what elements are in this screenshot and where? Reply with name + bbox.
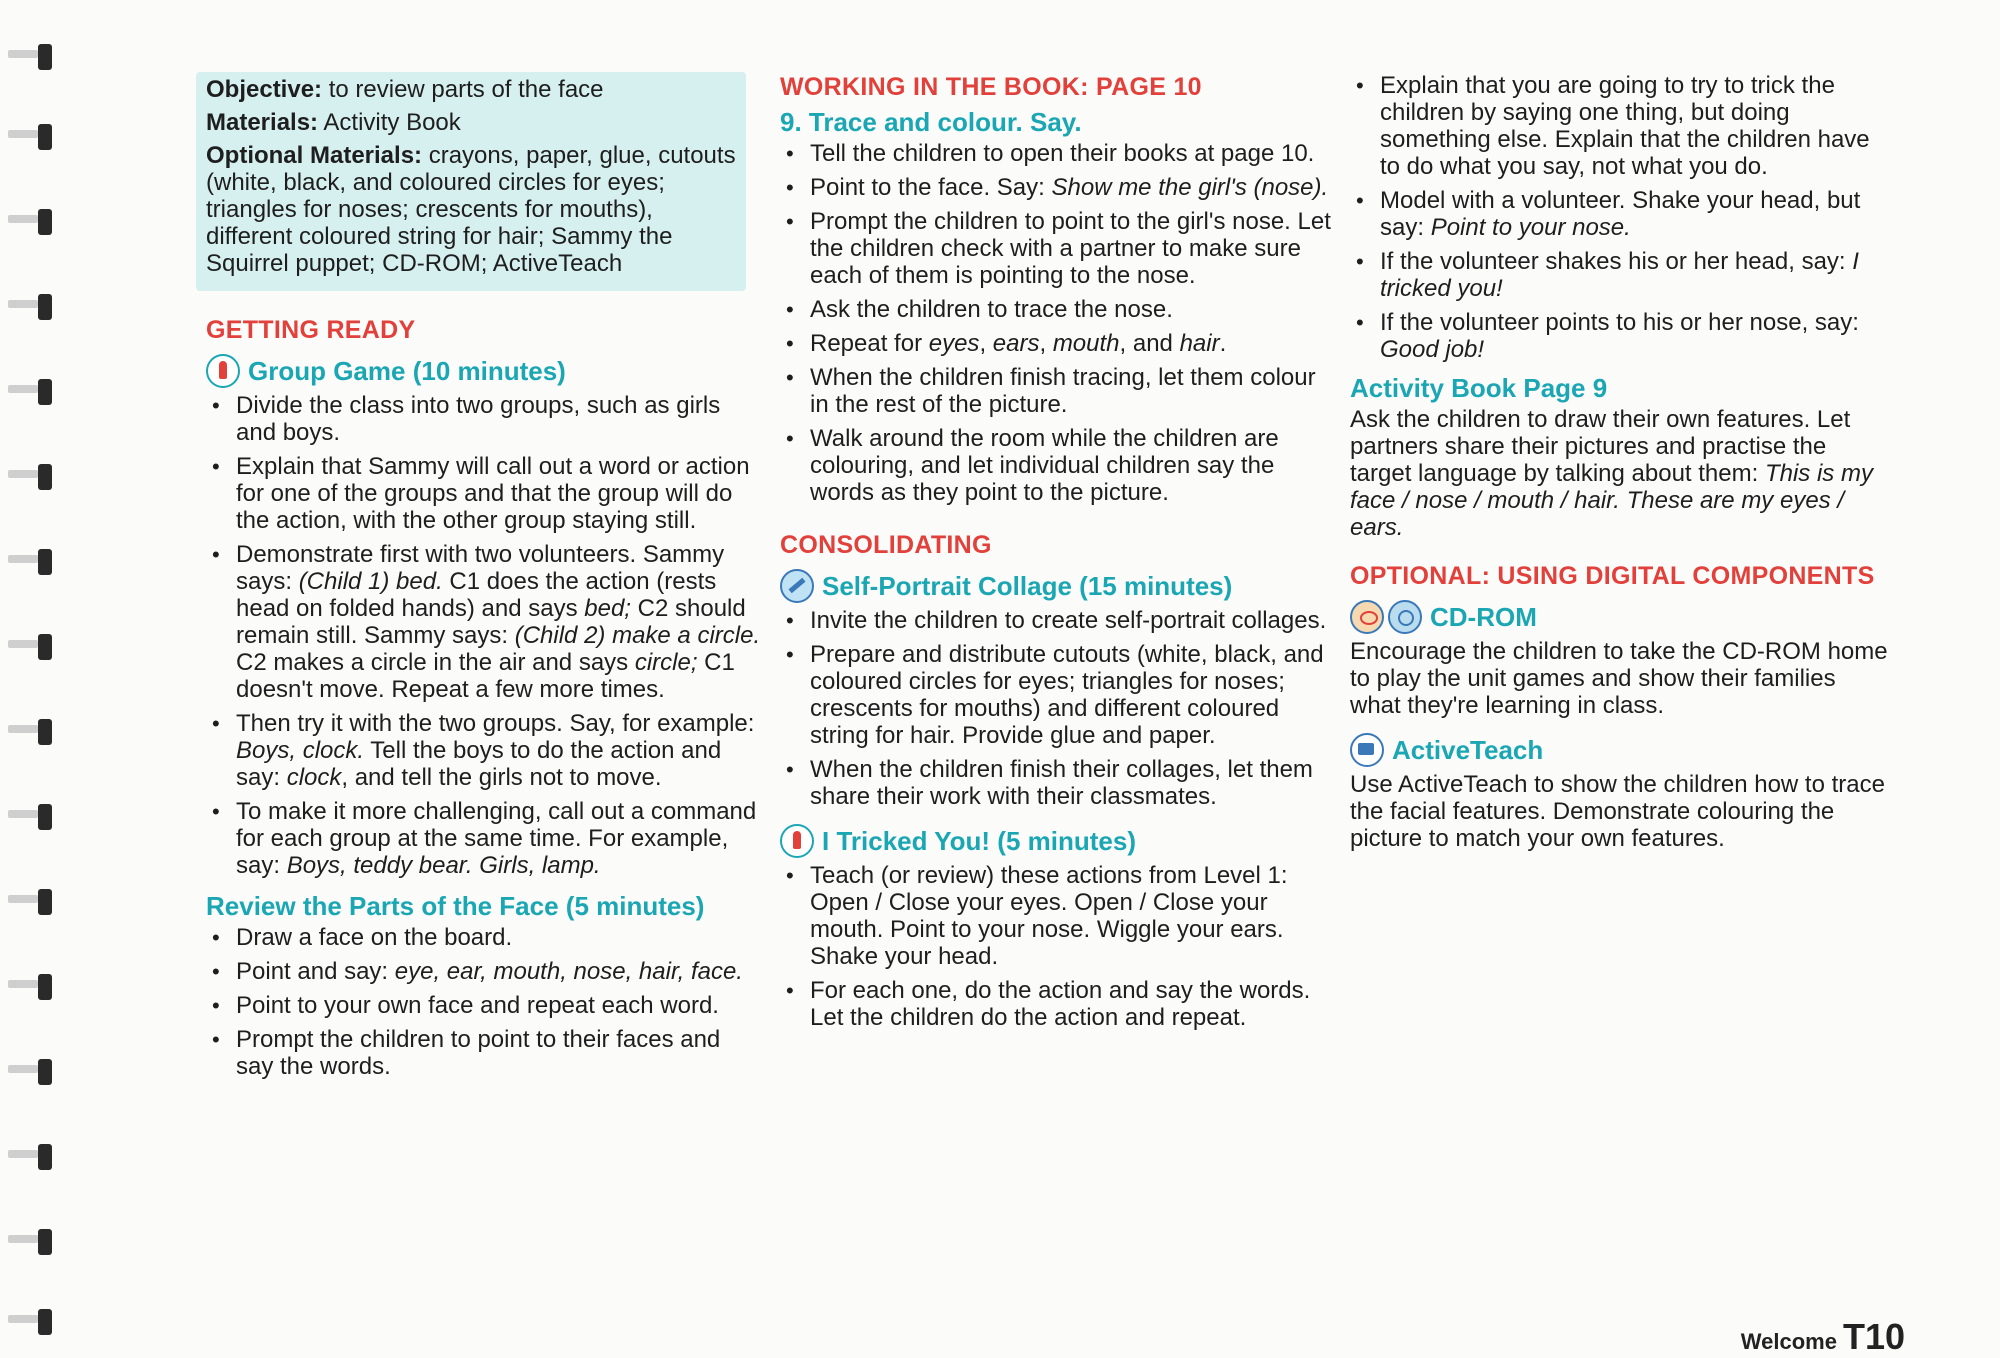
- spiral-ring: [8, 970, 52, 1004]
- spiral-ring: [8, 40, 52, 74]
- cdrom-text: Encourage the children to take the CD-ROM home to play the unit games and show their families what they're learning in class.: [1350, 638, 1888, 719]
- list-item: • Then try it with the two groups. Say, for example: Boys, clock. Tell the boys to do the action and say: clock, and tell the girls not to move.: [206, 710, 762, 791]
- tricked-list: [780, 862, 1332, 1031]
- objective: Objective: to review parts of the face: [206, 76, 604, 103]
- list-item: • When the children finish tracing, let them colour in the rest of the picture.: [780, 364, 1332, 418]
- spiral-binding: [0, 40, 60, 1350]
- art-icon: [780, 569, 814, 603]
- spiral-ring: [8, 545, 52, 579]
- list-item: • Prepare and distribute cutouts (white, black, and coloured circles for eyes; triangles for noses; crescents for mouths) and different coloured string for hair. Provide glue and paper.: [780, 641, 1332, 749]
- activity-book-text: Ask the children to draw their own features. Let partners share their pictures and practise the target language by talking about them: This is my face / nose / mouth / hair. These are my eyes / ears.: [1350, 406, 1873, 541]
- optional-digital-heading: OPTIONAL: USING DIGITAL COMPONENTS: [1350, 562, 1875, 590]
- game-icon: [780, 824, 814, 858]
- list-item: • When the children finish their collages, let them share their work with their classmates.: [780, 756, 1332, 810]
- list-item: • Point to the face. Say: Show me the girl's (nose).: [780, 174, 1332, 201]
- game-icon: [206, 354, 240, 388]
- list-item: • Divide the class into two groups, such as girls and boys.: [206, 392, 762, 446]
- spiral-ring: [8, 205, 52, 239]
- spiral-ring: [8, 460, 52, 494]
- consolidating-heading: CONSOLIDATING: [780, 531, 992, 559]
- list-item: • Walk around the room while the children are colouring, and let individual children say the words as they point to the picture.: [780, 425, 1332, 506]
- trick-list: [1350, 72, 1890, 363]
- list-item: • To make it more challenging, call out a command for each group at the same time. For example, say: Boys, teddy bear. Girls, lamp.: [206, 798, 762, 879]
- page-footer: [1741, 1316, 1905, 1358]
- list-item: • Draw a face on the board.: [206, 924, 762, 951]
- list-item: • Point and say: eye, ear, mouth, nose, hair, face.: [206, 958, 762, 985]
- spiral-ring: [8, 630, 52, 664]
- spiral-ring: [8, 1140, 52, 1174]
- collage-heading: Self-Portrait Collage (15 minutes): [780, 569, 1332, 603]
- section-name: Welcome: [1740, 1329, 1837, 1354]
- screen-icon: [1350, 733, 1384, 767]
- spiral-ring: [8, 1305, 52, 1339]
- list-item: • Repeat for eyes, ears, mouth, and hair.: [780, 330, 1332, 357]
- list-item: • Explain that Sammy will call out a word or action for one of the groups and that the group will do the action, with the other group staying still.: [206, 453, 762, 534]
- face-icon: [1350, 600, 1384, 634]
- spiral-ring: [8, 800, 52, 834]
- working-in-book-heading: WORKING IN THE BOOK: PAGE 10: [780, 73, 1202, 101]
- spiral-ring: [8, 715, 52, 749]
- list-item: • If the volunteer shakes his or her head, say: I tricked you!: [1350, 248, 1890, 302]
- cdrom-heading: CD-ROM: [1350, 600, 1890, 634]
- spiral-ring: [8, 290, 52, 324]
- trace-list: [780, 140, 1332, 506]
- lesson-info-box: [196, 72, 746, 291]
- trace-colour-heading: 9. Trace and colour. Say.: [780, 107, 1082, 137]
- list-item: • Ask the children to trace the nose.: [780, 296, 1332, 323]
- column-middle: [780, 72, 1332, 1038]
- list-item: • Tell the children to open their books at page 10.: [780, 140, 1332, 167]
- tricked-heading: I Tricked You! (5 minutes): [780, 824, 1332, 858]
- group-game-heading: Group Game (10 minutes): [206, 354, 762, 388]
- spiral-ring: [8, 1225, 52, 1259]
- list-item: • Model with a volunteer. Shake your head, but say: Point to your nose.: [1350, 187, 1890, 241]
- activeteach-text: Use ActiveTeach to show the children how to trace the facial features. Demonstrate colouring the picture to match your own features.: [1350, 771, 1885, 852]
- group-game-list: [206, 392, 762, 879]
- materials: Materials: Activity Book: [206, 109, 461, 136]
- column-left: [206, 72, 762, 1087]
- list-item: • Explain that you are going to try to trick the children by saying one thing, but doing something else. Explain that the children have to do what you say, not what you do.: [1350, 72, 1890, 180]
- spiral-ring: [8, 120, 52, 154]
- list-item: • Prompt the children to point to their faces and say the words.: [206, 1026, 762, 1080]
- collage-list: [780, 607, 1332, 810]
- list-item: • Prompt the children to point to the girl's nose. Let the children check with a partner to make sure each of them is pointing to the nose.: [780, 208, 1332, 289]
- disc-icon: [1388, 600, 1422, 634]
- column-right: [1350, 72, 1890, 856]
- review-face-list: [206, 924, 762, 1080]
- review-face-heading: Review the Parts of the Face (5 minutes): [206, 891, 705, 921]
- activeteach-heading: ActiveTeach: [1350, 733, 1890, 767]
- list-item: • For each one, do the action and say the words. Let the children do the action and repeat.: [780, 977, 1332, 1031]
- activity-book-heading: Activity Book Page 9: [1350, 373, 1608, 403]
- spiral-ring: [8, 885, 52, 919]
- getting-ready-heading: GETTING READY: [206, 316, 416, 344]
- list-item: • Demonstrate first with two volunteers. Sammy says: (Child 1) bed. C1 does the action (rests head on folded hands) and says bed; C2 should remain still. Sammy says: (Child 2) make a circle. C2 makes a circle in the air and says circle; C1 doesn't move. Repeat a few more times.: [206, 541, 762, 703]
- spiral-ring: [8, 375, 52, 409]
- list-item: • Invite the children to create self-portrait collages.: [780, 607, 1332, 634]
- page-number: T10: [1842, 1316, 1905, 1357]
- list-item: • If the volunteer points to his or her nose, say: Good job!: [1350, 309, 1890, 363]
- list-item: • Point to your own face and repeat each word.: [206, 992, 762, 1019]
- optional-materials: Optional Materials: crayons, paper, glue, cutouts (white, black, and coloured circles for eyes; triangles for noses; crescents for mouths), different coloured string for hair; Sammy the Squirrel puppet; CD-ROM; ActiveTeach: [206, 142, 736, 277]
- list-item: • Teach (or review) these actions from Level 1: Open / Close your eyes. Open / Close your mouth. Point to your nose. Wiggle your ears. Shake your head.: [780, 862, 1332, 970]
- spiral-ring: [8, 1055, 52, 1089]
